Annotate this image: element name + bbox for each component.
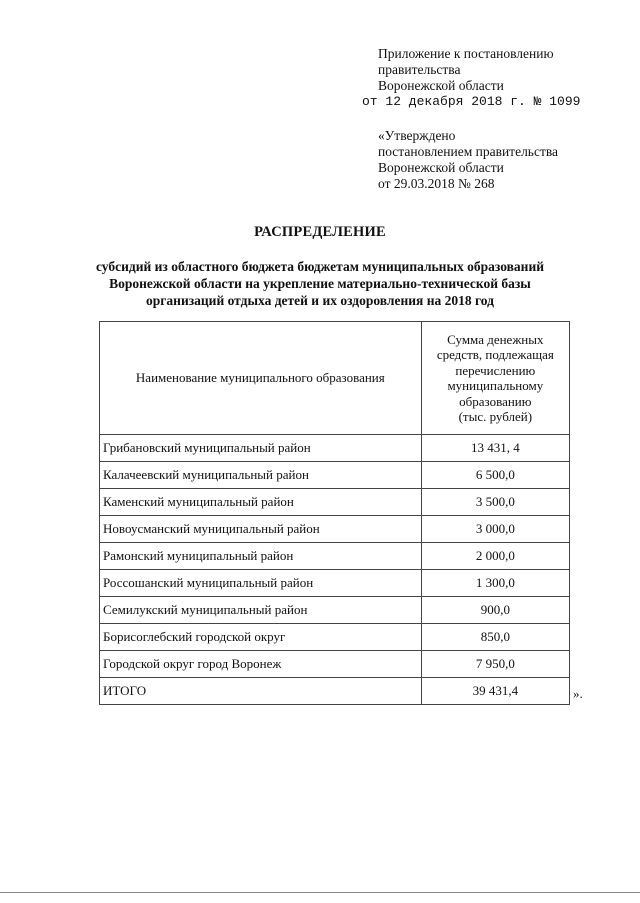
appendix-decree-date: от 12 декабря 2018 г. № 1099 — [362, 94, 581, 109]
appendix-line-2: правительства — [378, 62, 461, 77]
header-amount-line: образованию — [459, 393, 532, 409]
header-amount-line: Сумма денежных — [447, 331, 544, 347]
subtitle-line-3: организаций отдыха детей и их оздоровления на 2018 год — [146, 293, 494, 308]
municipality-name: Калачеевский муниципальный район — [100, 462, 422, 489]
approval-line-1: «Утверждено — [378, 128, 456, 143]
table-header-row — [100, 322, 570, 435]
table-row — [100, 570, 570, 597]
municipality-name: Новоусманский муниципальный район — [100, 516, 422, 543]
subsidy-amount: 900,0 — [421, 597, 569, 624]
municipality-name: Семилукский муниципальный район — [100, 597, 422, 624]
table-total-row — [100, 678, 570, 705]
appendix-note — [362, 46, 581, 110]
subtitle-line-2: Воронежской области на укрепление материально-технической базы — [109, 276, 531, 291]
subsidy-amount: 1 300,0 — [421, 570, 569, 597]
closing-quote-mark: ». — [573, 686, 583, 701]
total-label: ИТОГО — [100, 678, 422, 705]
header-municipality: Наименование муниципального образования — [100, 322, 422, 435]
table-row — [100, 543, 570, 570]
municipality-name: Каменский муниципальный район — [100, 489, 422, 516]
header-amount-line: перечислению — [455, 362, 536, 378]
table-row — [100, 516, 570, 543]
document-title: РАСПРЕДЕЛЕНИЕ — [254, 224, 386, 240]
approval-note — [378, 128, 558, 192]
total-amount: 39 431,4 — [421, 678, 569, 705]
approval-line-3: Воронежской области — [378, 160, 504, 175]
table-row — [100, 597, 570, 624]
subsidy-amount: 6 500,0 — [421, 462, 569, 489]
subsidy-amount: 7 950,0 — [421, 651, 569, 678]
table-row — [100, 489, 570, 516]
table-row — [100, 462, 570, 489]
subsidy-amount: 3 000,0 — [421, 516, 569, 543]
header-amount-line: (тыс. рублей) — [458, 409, 533, 424]
municipality-name: Борисоглебский городской округ — [100, 624, 422, 651]
appendix-line-3: Воронежской области — [378, 78, 504, 93]
distribution-table — [99, 321, 570, 705]
subsidy-amount: 3 500,0 — [421, 489, 569, 516]
subsidy-amount: 13 431, 4 — [421, 435, 569, 462]
municipality-name: Рамонский муниципальный район — [100, 543, 422, 570]
approval-line-2: постановлением правительства — [378, 144, 559, 159]
approval-line-4: от 29.03.2018 № 268 — [378, 176, 495, 191]
subsidy-amount: 2 000,0 — [421, 543, 569, 570]
table-row — [100, 651, 570, 678]
subsidy-amount: 850,0 — [421, 624, 569, 651]
page-bottom-edge — [0, 892, 640, 893]
appendix-line-1: Приложение к постановлению — [378, 46, 554, 61]
header-amount-line: муниципальному — [447, 378, 544, 393]
subtitle-line-1: субсидий из областного бюджета бюджетам муниципальных образований — [95, 259, 545, 274]
document-subtitle — [0, 258, 640, 309]
municipality-name: Россошанский муниципальный район — [100, 570, 422, 597]
header-amount — [421, 322, 569, 435]
table-row — [100, 435, 570, 462]
header-amount-line: средств, подлежащая — [436, 347, 554, 362]
table-row — [100, 624, 570, 651]
municipality-name: Грибановский муниципальный район — [100, 435, 422, 462]
municipality-name: Городской округ город Воронеж — [100, 651, 422, 678]
